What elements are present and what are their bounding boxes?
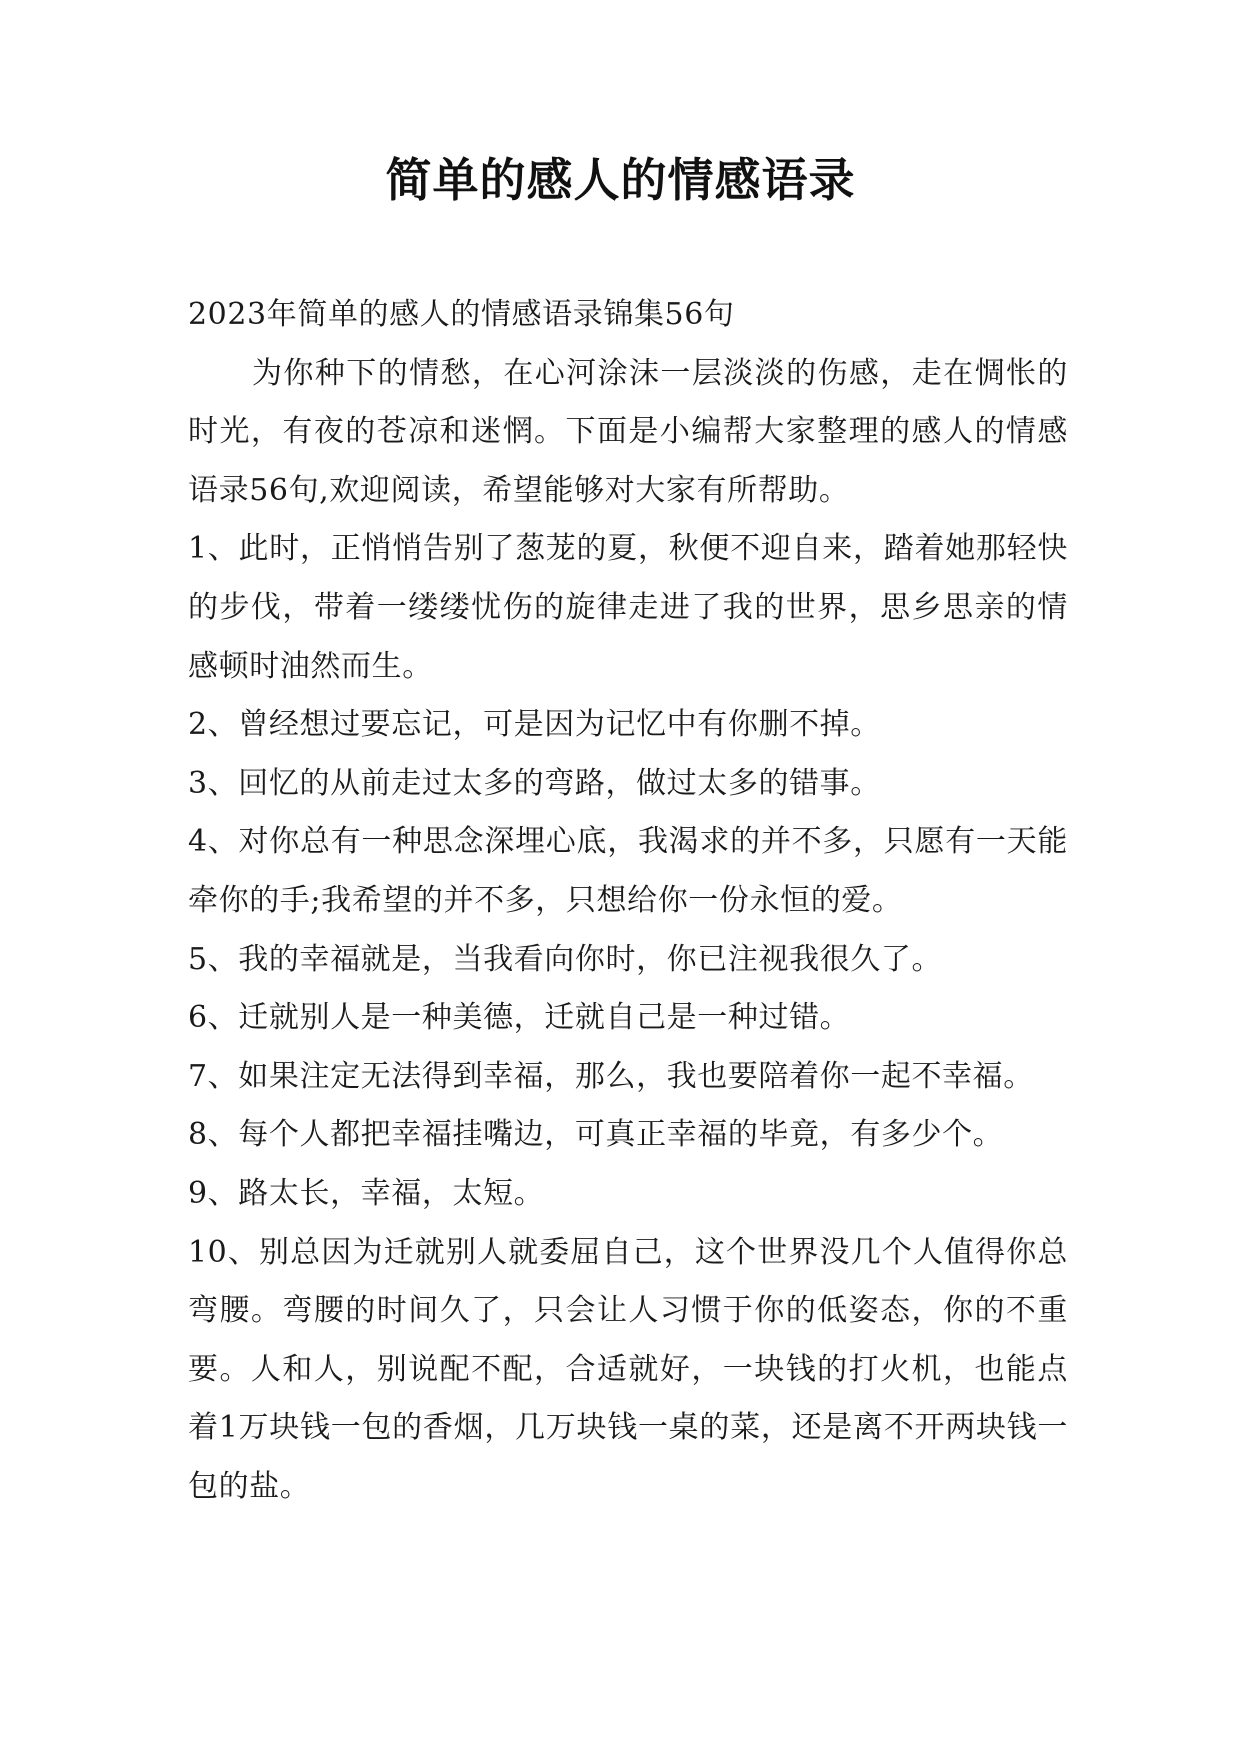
- quote-item-1: 1、此时，正悄悄告别了葱茏的夏，秋便不迎自来，踏着她那轻快的步伐，带着一缕缕忧伤的旋律走进了我的世界，思乡思亲的情感顿时油然而生。: [188, 531, 1068, 684]
- quote-item-10: 10、别总因为迁就别人就委屈自己，这个世界没几个人值得你总弯腰。弯腰的时间久了，只会让人习惯于你的低姿态，你的不重要。人和人，别说配不配，合适就好，一块钱的打火机，也能点着1万块钱一包的香烟，几万块钱一桌的菜，还是离不开两块钱一包的盐。: [188, 1234, 1068, 1504]
- document-title: 简单的感人的情感语录: [385, 153, 856, 207]
- quote-item-4: 4、对你总有一种思念深埋心底，我渴求的并不多，只愿有一天能牵你的手;我希望的并不多，只想给你一份永恒的爱。: [188, 824, 1068, 918]
- intro-paragraph: 为你种下的情愁，在心河涂沫一层淡淡的伤感，走在惆怅的时光，有夜的苍凉和迷惘。下面是小编帮大家整理的感人的情感语录56句,欢迎阅读，希望能够对大家有所帮助。: [188, 355, 1068, 508]
- quote-item-2: 2、曾经想过要忘记，可是因为记忆中有你删不掉。: [188, 707, 881, 743]
- quote-item-5: 5、我的幸福就是，当我看向你时，你已注视我很久了。: [188, 941, 943, 977]
- document-subtitle: 2023年简单的感人的情感语录锦集56句: [188, 297, 735, 332]
- quote-item-3: 3、回忆的从前走过太多的弯路，做过太多的错事。: [188, 765, 881, 801]
- quote-item-9: 9、路太长，幸福，太短。: [188, 1175, 545, 1211]
- document-body: [188, 286, 1068, 1516]
- quote-item-6: 6、迁就别人是一种美德，迁就自己是一种过错。: [188, 1000, 851, 1036]
- quote-item-7: 7、如果注定无法得到幸福，那么，我也要陪着你一起不幸福。: [188, 1058, 1034, 1094]
- quote-item-8: 8、每个人都把幸福挂嘴边，可真正幸福的毕竟，有多少个。: [188, 1117, 1004, 1153]
